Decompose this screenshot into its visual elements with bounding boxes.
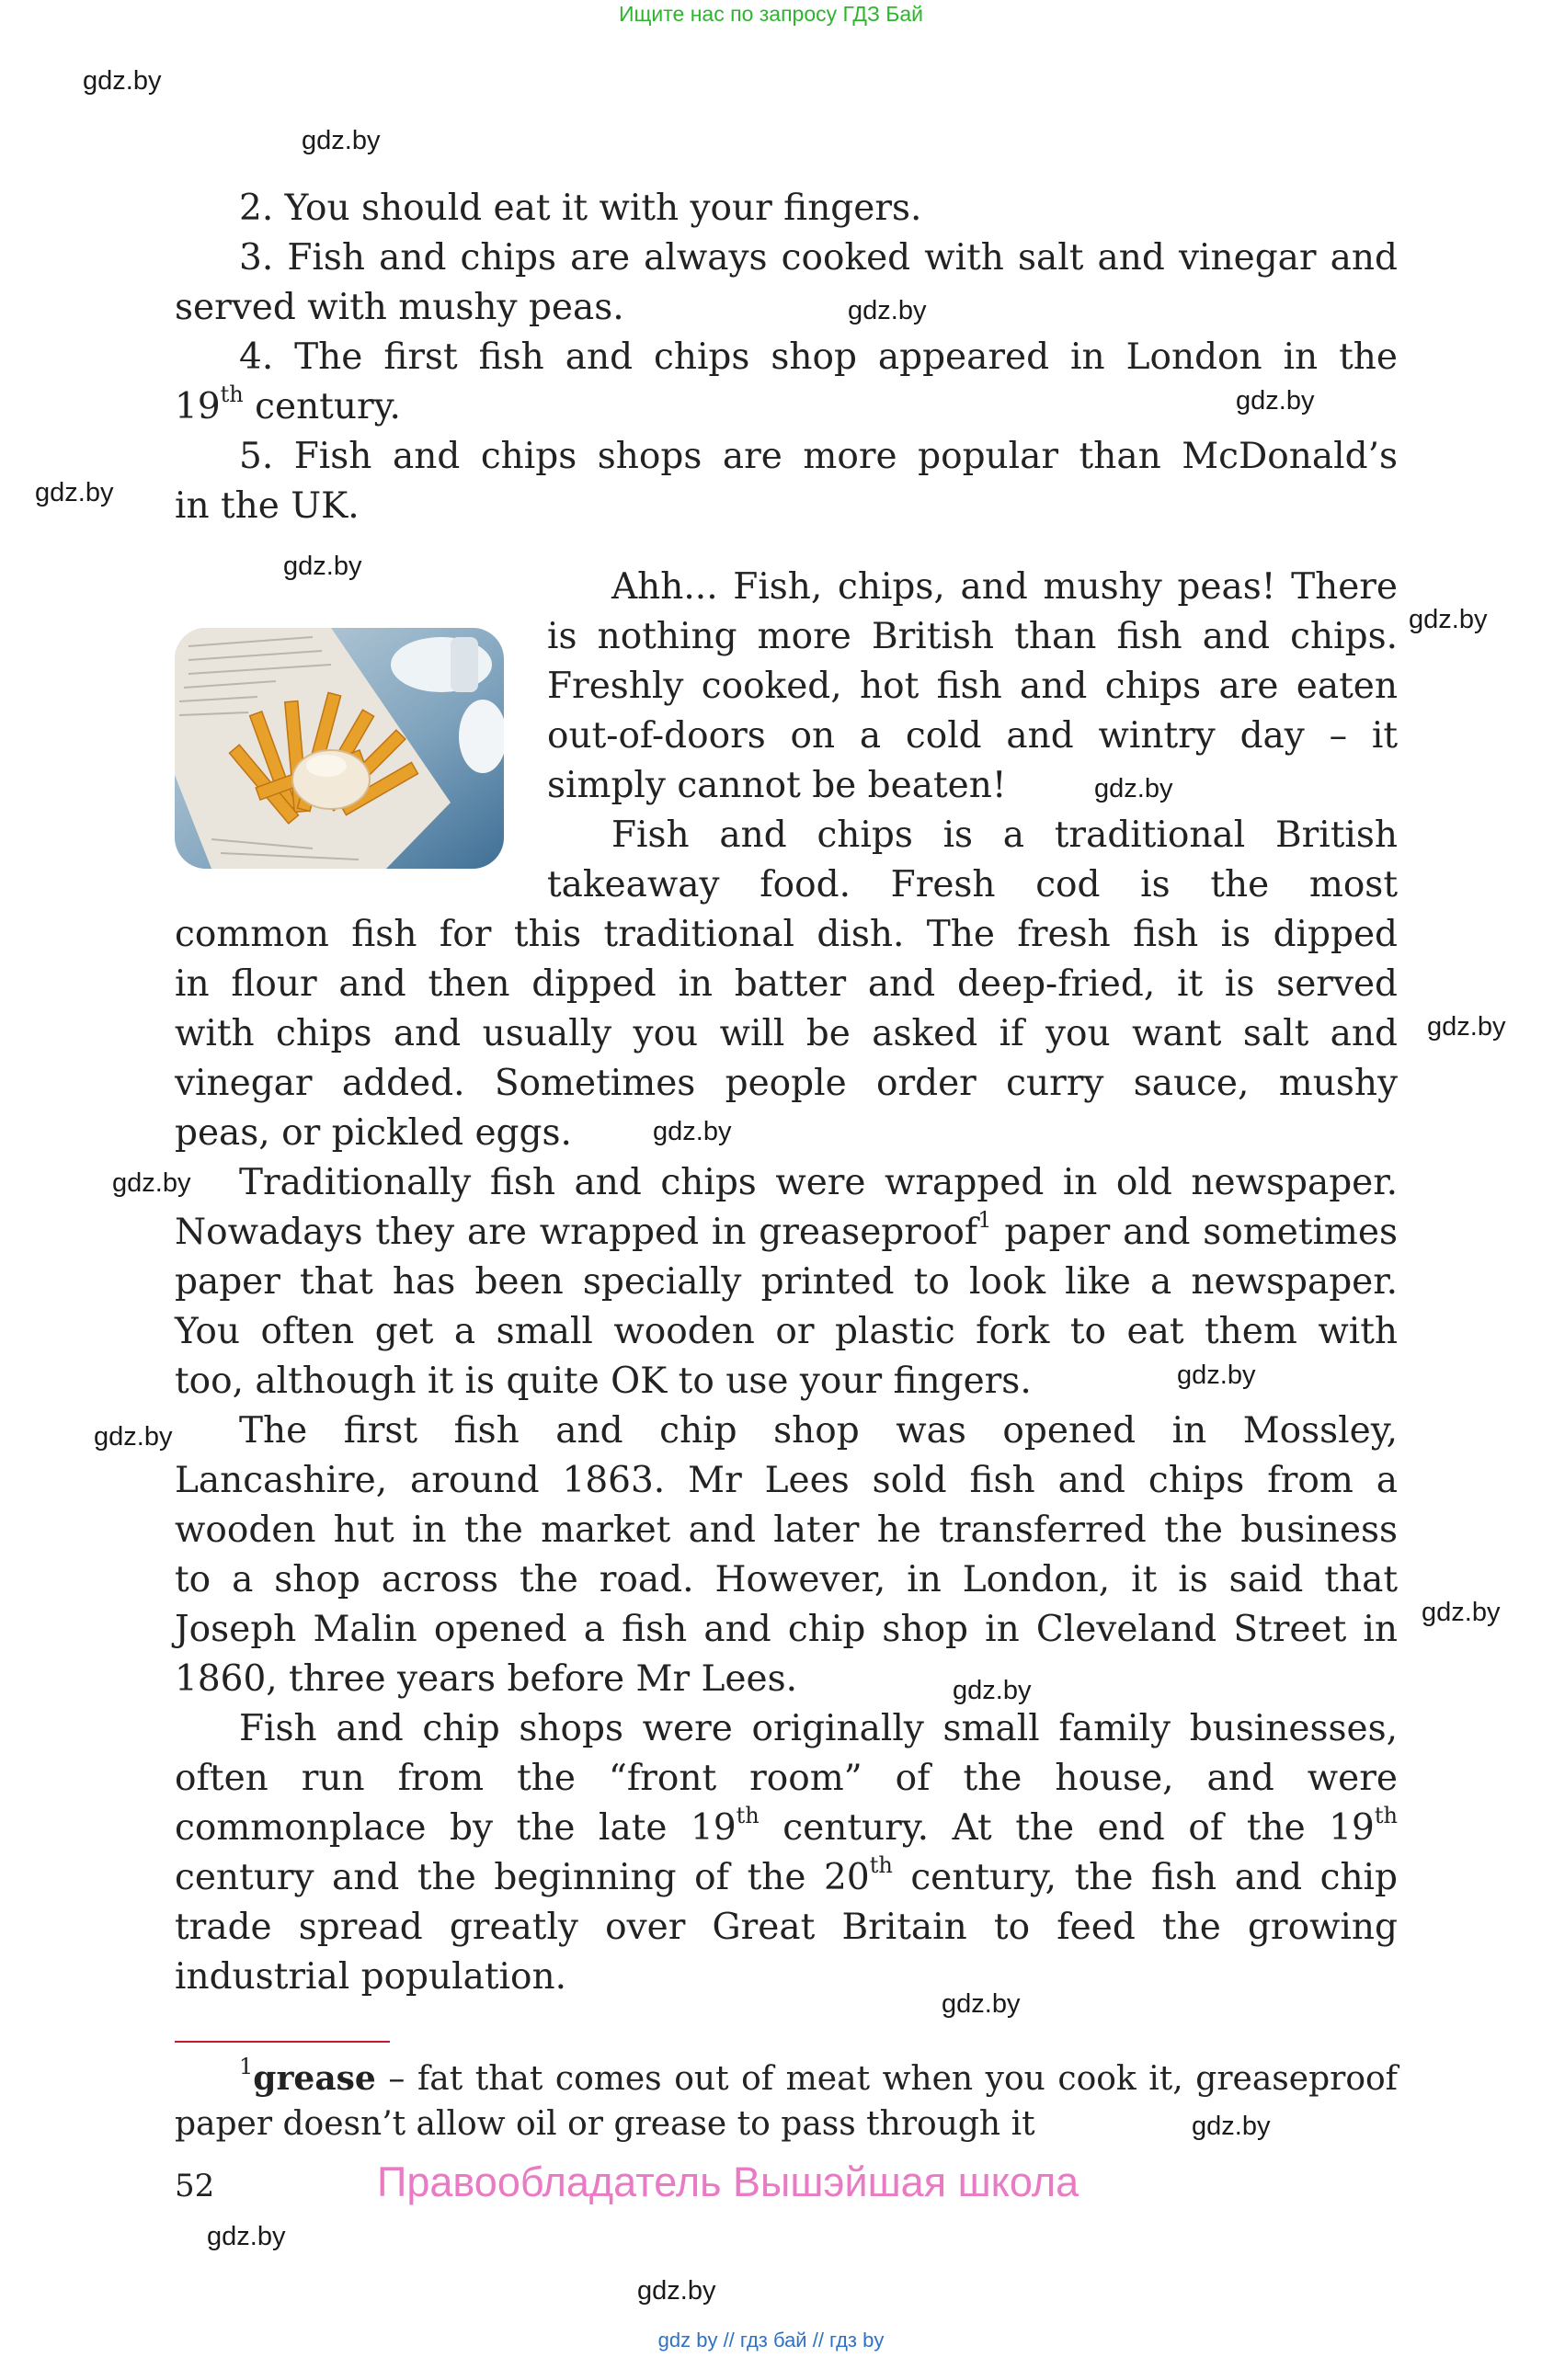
paragraph-4-line: 1860, three years before Mr Lees. [175, 1658, 797, 1700]
paragraph-2-line: common fish for this traditional dish. The fresh fish is dipped [175, 914, 1398, 955]
watermark: gdz.by [35, 478, 114, 507]
paragraph-5-line: commonplace by the late 19th century. At the end of the 19th [175, 1803, 1398, 1849]
paragraph-4-line: Lancashire, around 1863. Mr Lees sold fish and chips from a [175, 1460, 1398, 1501]
paragraph-2-line: takeaway food. Fresh cod is the most [547, 864, 1398, 905]
paragraph-4-line: The first fish and chip shop was opened in Mossley, [239, 1410, 1398, 1452]
watermark: gdz.by [302, 126, 381, 155]
paragraph-3-line: You often get a small wooden or plastic fork to eat them with [175, 1311, 1398, 1352]
paragraph-1 [547, 563, 1398, 910]
paragraph-3-line: Nowadays they are wrapped in greaseproof$^1$ paper and sometimes [175, 1207, 1398, 1253]
paragraph-3-line: Traditionally fish and chips were wrapped in old newspaper. [239, 1162, 1398, 1203]
statement-4-cont: 19th century. [175, 381, 401, 427]
paragraph-2-line: peas, or pickled eggs. [175, 1112, 572, 1154]
footnote-line: $^1$grease – fat that comes out of meat when you cook it, greaseproof [239, 2054, 1398, 2098]
statement-3: 3. Fish and chips are always cooked with salt and vinegar and [239, 237, 1398, 279]
paragraph-4-line: Joseph Malin opened a fish and chip shop in Cleveland Street in [175, 1609, 1398, 1650]
watermark: gdz.by [1177, 1361, 1256, 1390]
watermark: gdz.by [83, 66, 162, 96]
watermark: gdz.by [1409, 605, 1488, 634]
copyright-holder: Правообладатель Вышэйшая школа [377, 2158, 1079, 2205]
paragraph-1-line: is nothing more British than fish and chips. [547, 616, 1398, 657]
watermark: gdz.by [1094, 774, 1173, 803]
watermark: gdz.by [1192, 2112, 1271, 2141]
statement-list [175, 184, 1398, 531]
paragraph-2 [175, 910, 1398, 2002]
fish-and-chips-photo [175, 628, 504, 869]
watermark: gdz.by [848, 296, 927, 325]
watermark: gdz.by [207, 2222, 286, 2251]
statement-5: 5. Fish and chips shops are more popular than McDonald’s [239, 436, 1398, 477]
paragraph-1-line: Ahh... Fish, chips, and mushy peas! There [611, 566, 1398, 608]
paragraph-2-line: in flour and then dipped in batter and deep-fried, it is served [175, 963, 1398, 1005]
paragraph-2-line: Fish and chips is a traditional British [611, 814, 1398, 856]
paragraph-5-line: industrial population. [175, 1956, 566, 1998]
paragraph-5-line: often run from the “front room” of the house, and were [175, 1758, 1398, 1799]
watermark: gdz.by [1236, 386, 1315, 416]
footnote-divider [175, 2041, 390, 2043]
watermark: gdz.by [112, 1168, 191, 1198]
watermark: gdz.by [1422, 1598, 1501, 1627]
watermark: gdz.by [942, 1989, 1021, 2019]
paragraph-3-line: paper that has been specially printed to look like a newspaper. [175, 1261, 1398, 1303]
watermark: gdz.by [94, 1422, 173, 1452]
statement-4: 4. The first fish and chips shop appeared in London in the [239, 336, 1398, 378]
paragraph-3-line: too, although it is quite OK to use your fingers. [175, 1361, 1032, 1402]
paragraph-1-line: simply cannot be beaten! [547, 765, 1007, 806]
paragraph-2-line: with chips and usually you will be asked if you want salt and [175, 1013, 1398, 1054]
page-number: 52 [175, 2168, 215, 2204]
watermark: gdz.by [653, 1117, 732, 1146]
paragraph-1-line: Freshly cooked, hot fish and chips are eaten [547, 666, 1398, 707]
watermark: gdz.by [1427, 1012, 1506, 1042]
paragraph-4-line: wooden hut in the market and later he transferred the business [175, 1509, 1398, 1551]
watermark: gdz.by [637, 2276, 716, 2306]
footer-links[interactable]: gdz by // гдз бай // гдз by [657, 2329, 885, 2352]
watermark: gdz.by [283, 552, 362, 581]
paragraph-1-line: out-of-doors on a cold and wintry day – it [547, 715, 1398, 757]
watermark: gdz.by [953, 1676, 1032, 1705]
paragraph-5-line: Fish and chip shops were originally small family businesses, [239, 1708, 1398, 1749]
footnote-line: paper doesn’t allow oil or grease to pass through it [175, 2105, 1035, 2143]
statement-2: 2. You should eat it with your fingers. [239, 188, 922, 229]
paragraph-5-line: trade spread greatly over Great Britain to feed the growing [175, 1907, 1398, 1948]
top-banner[interactable]: Ищите нас по запросу ГДЗ Бай [618, 2, 924, 26]
footnote [175, 2055, 1398, 2147]
statement-5-cont: in the UK. [175, 485, 360, 527]
paragraph-5-line: century and the beginning of the 20th century, the fish and chip [175, 1852, 1398, 1898]
paragraph-2-line: vinegar added. Sometimes people order curry sauce, mushy [175, 1063, 1398, 1104]
statement-3-cont: served with mushy peas. [175, 287, 624, 328]
paragraph-4-line: to a shop across the road. However, in London, it is said that [175, 1559, 1398, 1600]
